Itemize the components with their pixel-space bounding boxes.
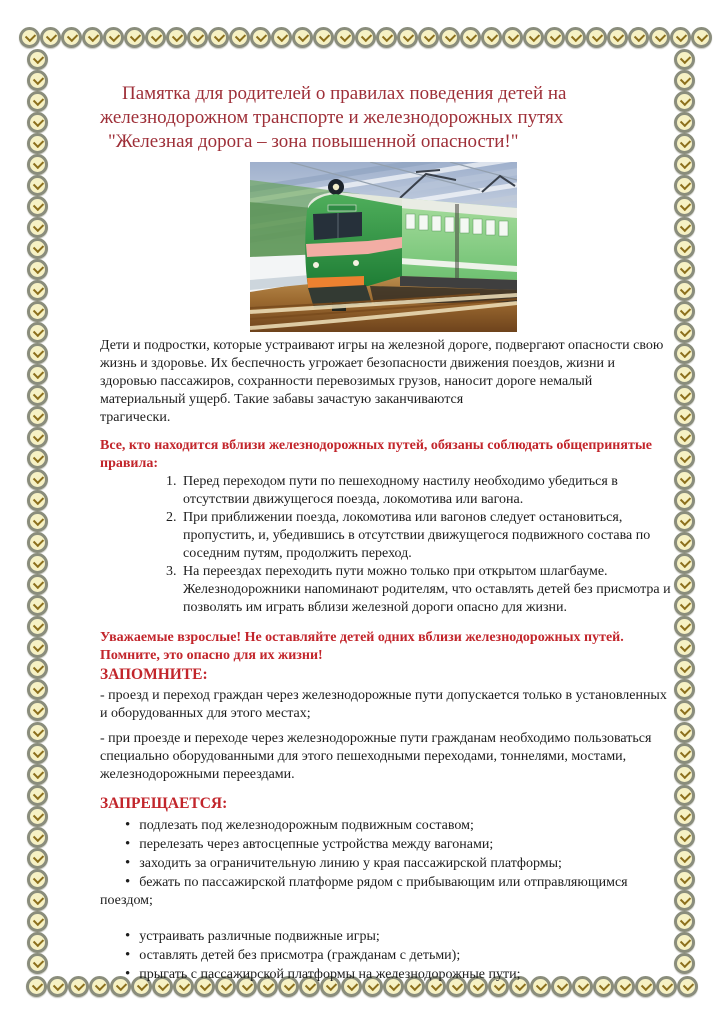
decorative-border-right <box>674 49 695 974</box>
clock-medallion-icon <box>674 490 695 511</box>
remember-heading: ЗАПОМНИТЕ: <box>100 666 208 683</box>
prohibited-item: • бежать по пассажирской платформе рядом с прибывающим или отправляющимся поездом; <box>100 873 672 910</box>
clock-medallion-icon <box>674 259 695 280</box>
clock-medallion-icon <box>674 932 695 953</box>
clock-medallion-icon <box>61 27 82 48</box>
clock-medallion-icon <box>27 427 48 448</box>
clock-medallion-icon <box>27 490 48 511</box>
clock-medallion-icon <box>27 532 48 553</box>
clock-medallion-icon <box>523 27 544 48</box>
title-line: "Железная дорога – зона повышенной опасности!" <box>108 131 519 152</box>
clock-medallion-icon <box>27 869 48 890</box>
prohibited-item: • оставлять детей без присмотра (гражданам с детьми); <box>100 946 672 965</box>
clock-medallion-icon <box>27 91 48 112</box>
clock-medallion-icon <box>27 448 48 469</box>
clock-medallion-icon <box>481 27 502 48</box>
title-line: Памятка для родителей о правилах поведения детей на <box>122 83 567 104</box>
clock-medallion-icon <box>418 27 439 48</box>
clock-medallion-icon <box>27 679 48 700</box>
clock-medallion-icon <box>27 385 48 406</box>
clock-medallion-icon <box>27 154 48 175</box>
clock-medallion-icon <box>229 27 250 48</box>
clock-medallion-icon <box>27 175 48 196</box>
clock-medallion-icon <box>674 385 695 406</box>
clock-medallion-icon <box>674 301 695 322</box>
clock-medallion-icon <box>628 27 649 48</box>
clock-medallion-icon <box>674 406 695 427</box>
clock-medallion-icon <box>565 27 586 48</box>
document-content <box>100 82 672 984</box>
clock-medallion-icon <box>27 49 48 70</box>
clock-medallion-icon <box>27 700 48 721</box>
clock-medallion-icon <box>27 574 48 595</box>
clock-medallion-icon <box>27 911 48 932</box>
clock-medallion-icon <box>586 27 607 48</box>
clock-medallion-icon <box>674 679 695 700</box>
clock-medallion-icon <box>27 364 48 385</box>
clock-medallion-icon <box>674 280 695 301</box>
clock-medallion-icon <box>27 658 48 679</box>
clock-medallion-icon <box>27 280 48 301</box>
clock-medallion-icon <box>674 869 695 890</box>
clock-medallion-icon <box>27 953 48 974</box>
clock-medallion-icon <box>674 511 695 532</box>
clock-medallion-icon <box>674 448 695 469</box>
clock-medallion-icon <box>124 27 145 48</box>
clock-medallion-icon <box>334 27 355 48</box>
clock-medallion-icon <box>27 743 48 764</box>
clock-medallion-icon <box>674 217 695 238</box>
clock-medallion-icon <box>27 406 48 427</box>
clock-medallion-icon <box>376 27 397 48</box>
clock-medallion-icon <box>674 595 695 616</box>
clock-medallion-icon <box>460 27 481 48</box>
clock-medallion-icon <box>27 637 48 658</box>
rules-heading: Все, кто находится вблизи железнодорожных путей, обязаны соблюдать общепринятые правила: <box>100 438 652 471</box>
remember-point: - при проезде и переходе через железнодорожные пути гражданам необходимо пользоваться специально оборудованными для этого пешеходными переходами, тоннелями, мостами, железнодорожными переездами. <box>100 731 652 782</box>
clock-medallion-icon <box>674 785 695 806</box>
clock-medallion-icon <box>68 976 89 997</box>
clock-medallion-icon <box>355 27 376 48</box>
clock-medallion-icon <box>674 827 695 848</box>
remember-point: - проезд и переход граждан через железнодорожные пути допускается только в установленных и оборудованных для этого местах; <box>100 688 667 721</box>
clock-medallion-icon <box>674 658 695 679</box>
rules-item: 3. На переездах переходить пути можно только при открытом шлагбауме. Железнодорожники напоминают родителям, что оставлять детей без присмотра и позволять им играть вблизи железной дороги опасно для жизни. <box>180 563 672 617</box>
clock-medallion-icon <box>250 27 271 48</box>
prohibited-list-1 <box>100 816 672 910</box>
prohibited-list-2 <box>100 927 672 984</box>
clock-medallion-icon <box>674 238 695 259</box>
clock-medallion-icon <box>19 27 40 48</box>
clock-medallion-icon <box>674 70 695 91</box>
clock-medallion-icon <box>27 343 48 364</box>
clock-medallion-icon <box>271 27 292 48</box>
clock-medallion-icon <box>674 616 695 637</box>
clock-medallion-icon <box>674 49 695 70</box>
clock-medallion-icon <box>691 27 712 48</box>
clock-medallion-icon <box>502 27 523 48</box>
clock-medallion-icon <box>674 196 695 217</box>
clock-medallion-icon <box>674 722 695 743</box>
clock-medallion-icon <box>27 785 48 806</box>
intro-text-last-line: трагически. <box>100 410 171 425</box>
clock-medallion-icon <box>27 322 48 343</box>
rules-item: 1. Перед переходом пути по пешеходному настилу необходимо убедиться в отсутствии движущегося поезда, локомотива или вагона. <box>180 473 672 509</box>
clock-medallion-icon <box>27 827 48 848</box>
prohibited-item: • заходить за ограничительную линию у края пассажирской платформы; <box>100 854 672 873</box>
prohibited-item: • подлезать под железнодорожным подвижным составом; <box>100 816 672 835</box>
parents-warning: Уважаемые взрослые! Не оставляйте детей одних вблизи железнодорожных путей. Помните, это опасно для их жизни! <box>100 630 624 663</box>
clock-medallion-icon <box>674 427 695 448</box>
intro-paragraph <box>100 337 672 427</box>
clock-medallion-icon <box>27 469 48 490</box>
clock-medallion-icon <box>292 27 313 48</box>
clock-medallion-icon <box>674 743 695 764</box>
clock-medallion-icon <box>674 806 695 827</box>
clock-medallion-icon <box>607 27 628 48</box>
clock-medallion-icon <box>27 616 48 637</box>
clock-medallion-icon <box>674 133 695 154</box>
clock-medallion-icon <box>47 976 68 997</box>
prohibited-item: • прыгать с пассажирской платформы на железнодорожные пути; <box>100 965 672 984</box>
clock-medallion-icon <box>649 27 670 48</box>
clock-medallion-icon <box>674 911 695 932</box>
clock-medallion-icon <box>27 70 48 91</box>
clock-medallion-icon <box>27 301 48 322</box>
intro-text: Дети и подростки, которые устраивают игры на железной дороге, подвергают опасности свою жизнь и здоровье. Их беспечность угрожает безопасности движения поездов, жизни и здоровью пассажиров, сохранности перевозимых грузов, наносит дороге немалый материальный ущерб. Такие забавы зачастую заканчиваются <box>100 338 664 407</box>
clock-medallion-icon <box>166 27 187 48</box>
decorative-border-top <box>19 27 705 48</box>
clock-medallion-icon <box>27 553 48 574</box>
clock-medallion-icon <box>674 637 695 658</box>
clock-medallion-icon <box>674 700 695 721</box>
clock-medallion-icon <box>27 511 48 532</box>
clock-medallion-icon <box>27 806 48 827</box>
rules-list <box>100 473 672 617</box>
clock-medallion-icon <box>27 259 48 280</box>
clock-medallion-icon <box>674 953 695 974</box>
clock-medallion-icon <box>103 27 124 48</box>
clock-medallion-icon <box>27 890 48 911</box>
clock-medallion-icon <box>27 848 48 869</box>
prohibited-item: • перелезать через автосцепные устройства между вагонами; <box>100 835 672 854</box>
clock-medallion-icon <box>82 27 103 48</box>
clock-medallion-icon <box>674 764 695 785</box>
clock-medallion-icon <box>26 976 47 997</box>
title-line: железнодорожном транспорте и железнодорожных путях <box>100 107 564 128</box>
clock-medallion-icon <box>674 532 695 553</box>
clock-medallion-icon <box>145 27 166 48</box>
clock-medallion-icon <box>439 27 460 48</box>
clock-medallion-icon <box>27 722 48 743</box>
clock-medallion-icon <box>27 764 48 785</box>
clock-medallion-icon <box>40 27 61 48</box>
clock-medallion-icon <box>27 217 48 238</box>
clock-medallion-icon <box>27 133 48 154</box>
prohibited-item: • устраивать различные подвижные игры; <box>100 927 672 946</box>
clock-medallion-icon <box>674 322 695 343</box>
clock-medallion-icon <box>674 574 695 595</box>
clock-medallion-icon <box>544 27 565 48</box>
prohibited-heading: ЗАПРЕЩАЕТСЯ: <box>100 795 228 812</box>
clock-medallion-icon <box>397 27 418 48</box>
rules-item: 2. При приближении поезда, локомотива или вагонов следует остановиться, пропустить, и, убедившись в отсутствии движущегося подвижного состава по соседним путям, продолжить переход. <box>180 509 672 563</box>
clock-medallion-icon <box>27 595 48 616</box>
clock-medallion-icon <box>670 27 691 48</box>
clock-medallion-icon <box>187 27 208 48</box>
clock-medallion-icon <box>674 175 695 196</box>
clock-medallion-icon <box>208 27 229 48</box>
clock-medallion-icon <box>674 890 695 911</box>
clock-medallion-icon <box>674 112 695 133</box>
clock-medallion-icon <box>674 343 695 364</box>
train-photo <box>250 162 517 332</box>
page-title <box>100 82 672 154</box>
clock-medallion-icon <box>674 154 695 175</box>
clock-medallion-icon <box>674 469 695 490</box>
clock-medallion-icon <box>27 238 48 259</box>
clock-medallion-icon <box>313 27 334 48</box>
clock-medallion-icon <box>674 848 695 869</box>
decorative-border-left <box>27 49 48 974</box>
clock-medallion-icon <box>27 196 48 217</box>
clock-medallion-icon <box>674 364 695 385</box>
clock-medallion-icon <box>677 976 698 997</box>
clock-medallion-icon <box>27 932 48 953</box>
clock-medallion-icon <box>674 553 695 574</box>
clock-medallion-icon <box>674 91 695 112</box>
clock-medallion-icon <box>27 112 48 133</box>
